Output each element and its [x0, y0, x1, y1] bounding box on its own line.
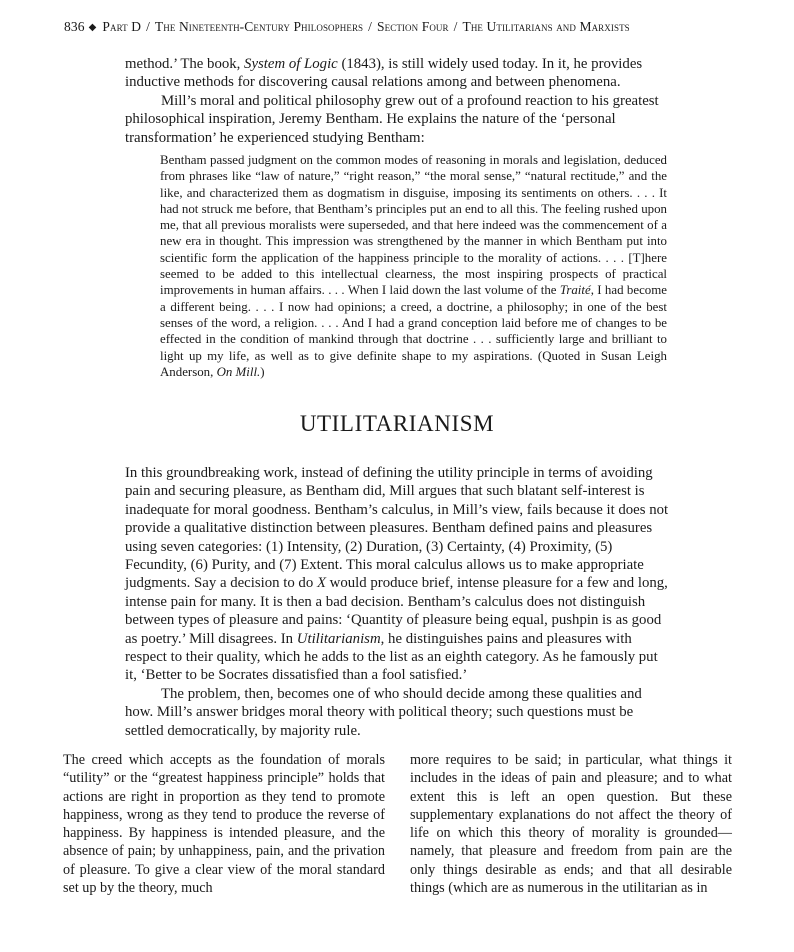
text-run: , I had become a different being. . . . I now had opinions; a creed, a doctrine, a philosophy; in one of the best senses of the word, a religion. . . . And I had a grand conception laid before me of changes to be effected in the condition of mankind through that doctrine . . . sufficiently large and brilliant to light up my life, as well as to give definite shape to my aspirations. (Quoted in Susan Leigh Anderson,	[160, 283, 667, 379]
intro-paragraph: Mill’s moral and political philosophy grew out of a profound reaction to his greatest philosophical inspiration, Jeremy Bentham. He explains the nature of the ‘personal transformation’ he experienced studying Bentham:	[125, 92, 659, 146]
header-part-title: The Nineteenth-Century Philosophers	[154, 19, 364, 34]
intro-text	[125, 55, 665, 147]
page-number: 836	[64, 19, 85, 34]
summary-paragraph	[125, 464, 670, 685]
text-run: )	[260, 364, 265, 379]
right-column	[410, 751, 732, 897]
source-title: On Mill.	[216, 364, 261, 379]
header-separator: /	[453, 19, 458, 34]
intro-paragraph	[125, 55, 665, 92]
summary-paragraph: The problem, then, becomes one of who should decide among these qualities and how. Mill’s answer bridges moral theory with political theory; such questions must be settled democratically, by majority rule.	[125, 685, 642, 739]
header-part: Part D	[102, 19, 142, 34]
header-separator: /	[368, 19, 373, 34]
text-run: In this groundbreaking work, instead of defining the utility principle in terms of avoiding pain and securing pleasure, as Bentham did, Mill argues that such blatant self-interest is inadequate for moral goodness. Bentham’s calculus, in Mill’s view, fails because it does not provide a qualitative distinction between pleasures. Bentham defined pains and pleasures using seven categories: (1) Intensity, (2) Duration, (3) Certainty, (4) Proximity, (5) Fecundity, (6) Purity, and (7) Extent. This moral calculus allows us to make appropriate judgments. Say a decision to do	[125, 465, 669, 592]
header-section: Section Four	[377, 19, 449, 34]
text-run: Bentham passed judgment on the common modes of reasoning in morals and legislation, deduced from phrases like “law of nature,” “right reason,” “the moral sense,” “natural rectitude,” and the like, and characterized them as dogmatism in disguise, imposing its sentiments on others. . . . It had not struck me before, that Bentham’s principles put an end to all this. The feeling rushed upon me, that all previous moralists were superseded, and that here indeed was the commencement of a new era in thought. This impression was strengthened by the manner in which Bentham put into scientific form the application of the happiness principle to the morality of actions. . . . [T]here seemed to be added to this intellectual clearness, the most inspiring prospects of practical improvements in human affairs. . . . When I laid down the last volume of the	[160, 153, 667, 298]
text-run: (1843), is still widely used today. In it, he provides inductive methods for discovering causal relations among and between phenomena.	[125, 56, 643, 91]
text-run: method.’ The book,	[125, 56, 245, 72]
diamond-ornament-icon: ◆	[88, 22, 97, 33]
header-separator: /	[146, 19, 150, 34]
italic-title: Traité	[559, 283, 591, 298]
block-quote	[160, 152, 667, 380]
book-title: System of Logic	[244, 56, 338, 72]
text-run: would produce brief, intense pleasure for a few and long, intense pain for many. It is then a bad decision. Bentham’s calculus does not distinguish between types of pleasure and pains: ‘Quantity of pleasure being equal, pushpin is as good as poetry.’ Mill disagrees. In	[125, 575, 668, 647]
left-column	[63, 751, 385, 897]
summary-text	[125, 464, 670, 740]
quote-paragraph	[160, 152, 667, 380]
running-header	[64, 19, 744, 35]
text-run: , he distinguishes pains and pleasures with respect to their quality, which he adds to the list as an eighth category. As he famously put it, ‘Better to be Socrates dissatisfied than a fool satisfied.’	[125, 630, 658, 684]
variable-x: X	[316, 575, 326, 592]
section-heading: UTILITARIANISM	[299, 411, 495, 436]
column-text: more requires to be said; in particular, what things it includes in the ideas of pain and pleasure; and to what extent this is left an open question. But these supplementary explanations do not affect the theory of life on which this theory of morality is grounded—namely, that pleasure and freedom from pain are the only things desirable as ends; and that all desirable things (which are as numerous in the utilitarian as in	[410, 752, 732, 897]
column-text: The creed which accepts as the foundation of morals “utility” or the “greatest happiness principle” holds that actions are right in proportion as they tend to promote happiness, wrong as they tend to produce the reverse of happiness. By happiness is intended pleasure, and the absence of pain; by unhappiness, pain, and the privation of pleasure. To give a clear view of the moral standard set up by the theory, much	[63, 752, 385, 897]
header-section-title: The Utilitarians and Marxists	[462, 19, 630, 34]
book-title: Utilitarianism	[296, 630, 381, 647]
